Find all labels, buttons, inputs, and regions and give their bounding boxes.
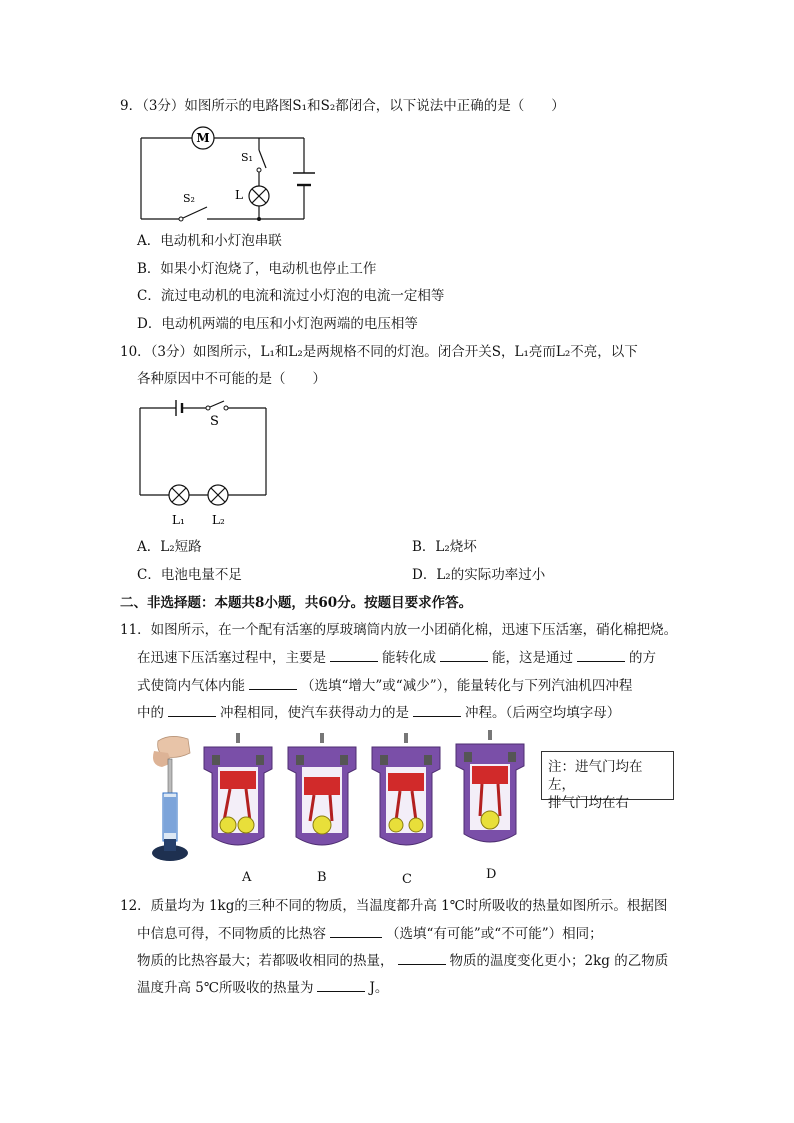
- q10-stem-line1: 10．（3分）如图所示，L₁和L₂是两规格不同的灯泡。闭合开关S，L₁亮而L₂不亮，以下: [120, 344, 638, 360]
- q11-line2: [137, 647, 656, 668]
- q12-line4-text-b: J。: [369, 980, 389, 996]
- q12-line2: [137, 923, 603, 944]
- l1-label: L₁: [172, 513, 185, 527]
- engine-label-b: B: [317, 870, 327, 885]
- q11-line3-text-a: 式使筒内气体内能: [137, 678, 245, 694]
- engine-label-d: D: [486, 867, 497, 882]
- q10-option-a: A．L₂短路: [137, 539, 202, 555]
- note-line-2: 排气门均在右: [548, 795, 629, 811]
- q12-line4: [137, 977, 388, 998]
- q11-blank-4[interactable]: [249, 675, 297, 690]
- q11-blank-3[interactable]: [577, 647, 625, 662]
- note-line-1: 注：进气门均在左，: [548, 759, 643, 793]
- q11-line4-text-a: 中的: [137, 705, 164, 721]
- q12-blank-2[interactable]: [398, 950, 446, 965]
- q9-circuit-diagram: [135, 125, 335, 225]
- q9-option-b: B．如果小灯泡烧了，电动机也停止工作: [137, 261, 377, 277]
- q11-blank-6[interactable]: [413, 702, 461, 717]
- q12-blank-1[interactable]: [330, 923, 382, 938]
- q11-line4-text-c: 冲程。（后两空均填字母）: [465, 705, 621, 721]
- q12-line4-text-a: 温度升高 5℃所吸收的热量为: [137, 980, 314, 996]
- section2-heading: 二、非选择题：本题共8小题，共60分。按题目要求作答。: [120, 595, 473, 611]
- q11-line2-text-b: 能转化成: [382, 650, 436, 666]
- s1-label: S₁: [241, 151, 253, 164]
- q12-line2-text-b: （选填“有可能”或“不可能”）相同；: [386, 926, 603, 942]
- q9-option-d: D．电动机两端的电压和小灯泡两端的电压相等: [137, 316, 418, 332]
- motor-label: M: [196, 131, 210, 145]
- q11-line3: [137, 675, 632, 696]
- q11-line3-text-b: （选填“增大”或“减少”），能量转化与下列汽油机四冲程: [301, 678, 633, 694]
- q12-line3-text-a: 物质的比热容最大；若都吸收相同的热量，: [137, 953, 394, 969]
- q11-line2-text-c: 能，这是通过: [492, 650, 573, 666]
- q11-blank-1[interactable]: [330, 647, 378, 662]
- q10-option-c: C．电池电量不足: [137, 567, 242, 583]
- q11-line1: 11．如图所示，在一个配有活塞的厚玻璃筒内放一小团硝化棉，迅速下压活塞，硝化棉把烧。: [120, 622, 678, 638]
- q12-line3: [137, 950, 668, 971]
- q11-blank-5[interactable]: [168, 702, 216, 717]
- switch-s-label: S: [210, 414, 219, 429]
- engine-label-a: A: [242, 870, 252, 885]
- q9-option-c: C．流过电动机的电流和流过小灯泡的电流一定相等: [137, 288, 445, 304]
- q9-option-a: A．电动机和小灯泡串联: [137, 233, 282, 249]
- q10-circuit-diagram: [132, 398, 282, 528]
- lamp-label: L: [235, 188, 243, 202]
- q11-line2-text-a: 在迅速下压活塞过程中，主要是: [137, 650, 326, 666]
- q11-line2-text-d: 的方: [629, 650, 656, 666]
- q10-stem-line2: 各种原因中不可能的是（ ）: [137, 371, 326, 387]
- q9-stem: 9．（3分）如图所示的电路图S₁和S₂都闭合，以下说法中正确的是（ ）: [120, 98, 565, 114]
- engine-note-box: [541, 751, 674, 811]
- engine-label-c: C: [402, 872, 412, 887]
- q10-option-b: B．L₂烧坏: [412, 539, 477, 555]
- q11-blank-2[interactable]: [440, 647, 488, 662]
- s2-label: S₂: [183, 192, 195, 205]
- q12-line3-text-b: 物质的温度变化更小；2kg 的乙物质: [449, 953, 669, 969]
- q12-line1: 12．质量均为 1kg的三种不同的物质，当温度都升高 1℃时所吸收的热量如图所示。根据图: [120, 898, 668, 914]
- engine-diagram-c: [366, 733, 446, 853]
- engine-diagram-d: [450, 730, 530, 850]
- q12-line2-text-a: 中信息可得，不同物质的比热容: [137, 926, 326, 942]
- q10-option-d: D．L₂的实际功率过小: [412, 567, 546, 583]
- engine-diagram-b: [282, 733, 362, 853]
- engine-diagram-a: [198, 733, 278, 853]
- q12-blank-3[interactable]: [317, 977, 365, 992]
- q11-line4: [137, 702, 620, 723]
- q11-line4-text-b: 冲程相同，使汽车获得动力的是: [220, 705, 409, 721]
- l2-label: L₂: [212, 513, 225, 527]
